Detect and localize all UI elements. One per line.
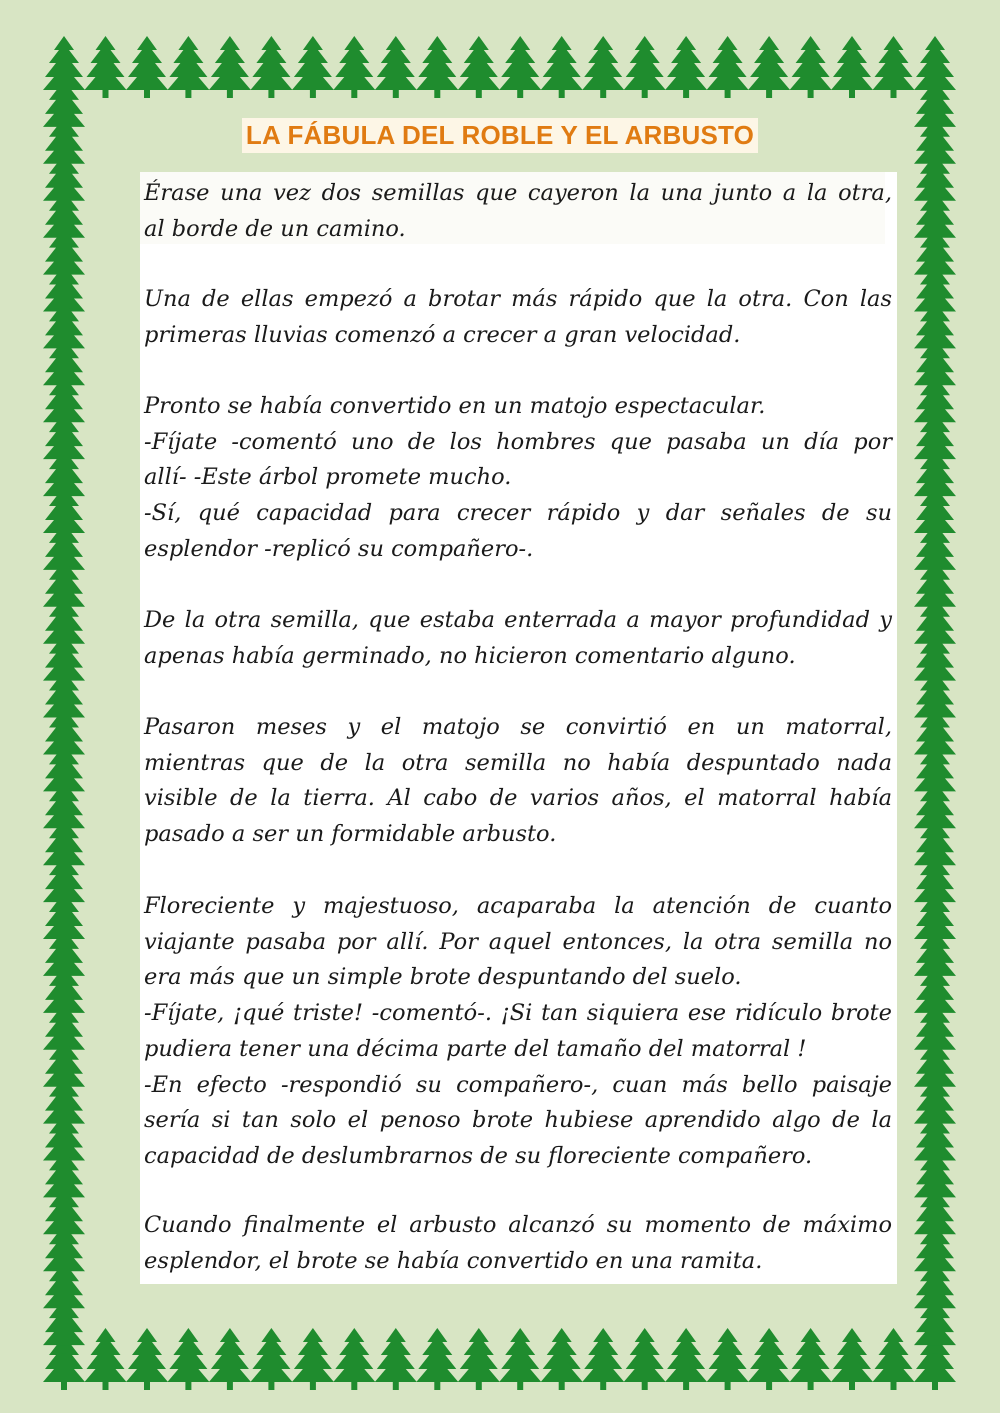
text-line: esplendor -replicó su compañero-. <box>144 535 534 562</box>
tree-icon <box>748 36 790 98</box>
tree-icon <box>126 36 168 98</box>
tree-icon <box>209 1328 251 1390</box>
tree-icon <box>167 1328 209 1390</box>
tree-icon <box>624 1328 666 1390</box>
tree-icon <box>458 36 500 98</box>
tree-icon <box>43 1291 85 1353</box>
tree-icon <box>85 36 127 98</box>
tree-icon <box>665 1328 707 1390</box>
tree-icon <box>790 36 832 98</box>
text-line: Érase una vez dos semillas que cayeron la una junto a la otra, <box>144 180 892 206</box>
tree-icon <box>209 36 251 98</box>
tree-icon <box>707 36 749 98</box>
tree-icon <box>541 36 583 98</box>
text-line: Cuando finalmente el arbusto alcanzó su momento de máximo <box>144 1212 892 1238</box>
paragraph <box>144 1208 892 1279</box>
tree-icon <box>831 36 873 98</box>
text-line: Pasaron meses y el matojo se convirtió en un matorral, <box>144 714 892 740</box>
text-line: visible de la tierra. Al cabo de varios años, el matorral había <box>144 785 892 812</box>
paragraph <box>144 282 892 353</box>
tree-icon <box>333 1328 375 1390</box>
text-line: primeras lluvias comenzó a crecer a gran velocidad. <box>144 321 741 348</box>
tree-icon <box>499 1328 541 1390</box>
text-line: era más que un simple brote despuntando del suelo. <box>144 964 742 991</box>
text-line: De la otra semilla, que estaba enterrada a mayor profundidad y <box>144 607 892 633</box>
text-line: Floreciente y majestuoso, acaparaba la atención de cuanto <box>144 893 892 919</box>
tree-icon <box>375 36 417 98</box>
text-line: capacidad de deslumbrarnos de su floreciente compañero. <box>144 1142 813 1169</box>
text-line: sería si tan solo el penoso brote hubiese aprendido algo de la <box>144 1107 892 1134</box>
paragraph <box>144 889 892 1175</box>
text-line: esplendor, el brote se había convertido en una ramita. <box>144 1247 763 1274</box>
paragraph <box>144 603 892 674</box>
tree-icon <box>458 1328 500 1390</box>
text-line: Una de ellas empezó a brotar más rápido que la otra. Con las <box>144 286 892 312</box>
page-title: LA FÁBULA DEL ROBLE Y EL ARBUSTO <box>242 118 758 153</box>
tree-icon <box>375 1328 417 1390</box>
text-line: Pronto se había convertido en un matojo espectacular. <box>144 393 766 419</box>
text-line: pudiera tener una décima parte del tamaño del matorral ! <box>144 1035 807 1062</box>
tree-icon <box>126 1328 168 1390</box>
text-line: -En efecto -respondió su compañero-, cuan más bello paisaje <box>144 1071 892 1098</box>
paragraph <box>144 176 892 247</box>
text-line: -Fíjate, ¡qué triste! -comentó-. ¡Si tan siquiera ese ridículo brote <box>144 1000 892 1027</box>
tree-icon <box>790 1328 832 1390</box>
text-line: -Sí, qué capacidad para crecer rápido y dar señales de su <box>144 500 892 527</box>
tree-icon <box>665 36 707 98</box>
text-line: pasado a ser un formidable arbusto. <box>144 821 557 848</box>
tree-icon <box>250 1328 292 1390</box>
tree-icon <box>250 36 292 98</box>
tree-icon <box>416 1328 458 1390</box>
text-line: -Fíjate -comentó uno de los hombres que pasaba un día por <box>144 428 892 455</box>
title-container <box>0 118 1000 153</box>
text-line: al borde de un camino. <box>144 215 406 242</box>
text-line: apenas había germinado, no hicieron comentario alguno. <box>144 642 796 669</box>
tree-icon <box>582 36 624 98</box>
tree-icon <box>333 36 375 98</box>
paragraph <box>144 710 892 853</box>
tree-icon <box>748 1328 790 1390</box>
tree-icon <box>914 1291 956 1353</box>
tree-icon <box>416 36 458 98</box>
tree-icon <box>499 36 541 98</box>
text-line: viajante pasaba por allí. Por aquel entonces, la otra semilla no <box>144 928 892 955</box>
tree-icon <box>873 1328 915 1390</box>
tree-icon <box>541 1328 583 1390</box>
tree-icon <box>292 36 334 98</box>
tree-icon <box>831 1328 873 1390</box>
paragraph <box>144 389 892 568</box>
tree-icon <box>624 36 666 98</box>
tree-icon <box>707 1328 749 1390</box>
tree-icon <box>167 36 209 98</box>
tree-icon <box>873 36 915 98</box>
tree-icon <box>292 1328 334 1390</box>
tree-icon <box>582 1328 624 1390</box>
text-line: allí- -Este árbol promete mucho. <box>144 464 512 491</box>
tree-icon <box>85 1328 127 1390</box>
text-line: mientras que de la otra semilla no había despuntado nada <box>144 749 892 776</box>
